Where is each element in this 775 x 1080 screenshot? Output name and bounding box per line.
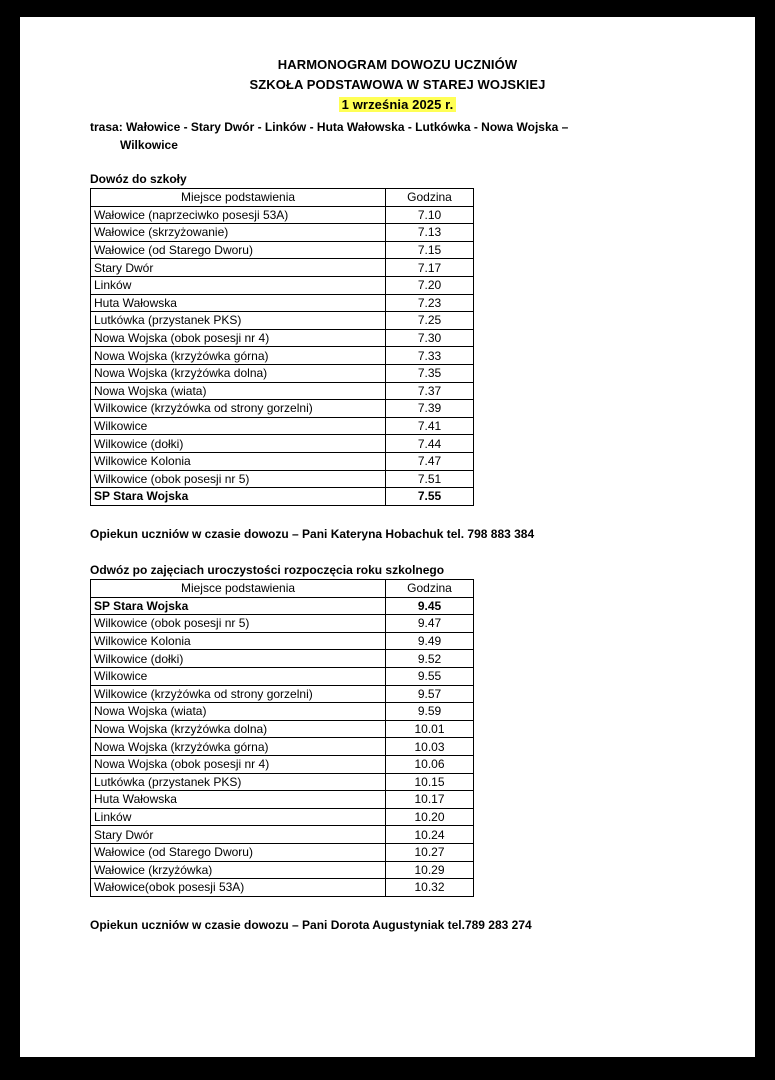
route-line-2: Wilkowice xyxy=(120,138,178,152)
stop-time: 7.33 xyxy=(386,347,474,365)
table-row xyxy=(91,826,474,844)
table-row xyxy=(91,294,474,312)
stop-place: Wilkowice (krzyżówka od strony gorzelni) xyxy=(91,685,386,703)
column-header-place: Miejsce podstawienia xyxy=(91,189,386,207)
stop-time: 10.32 xyxy=(386,879,474,897)
stop-place: Huta Wałowska xyxy=(91,294,386,312)
stop-time: 7.25 xyxy=(386,312,474,330)
stop-place: Wałowice(obok posesji 53A) xyxy=(91,879,386,897)
table-row xyxy=(91,417,474,435)
stop-time: 7.17 xyxy=(386,259,474,277)
column-header-place: Miejsce podstawienia xyxy=(91,580,386,598)
stop-time: 7.55 xyxy=(386,488,474,506)
table-row xyxy=(91,615,474,633)
stop-place: Nowa Wojska (krzyżówka dolna) xyxy=(91,364,386,382)
table-row xyxy=(91,488,474,506)
stop-time: 7.23 xyxy=(386,294,474,312)
stop-time: 7.10 xyxy=(386,206,474,224)
stop-time: 7.41 xyxy=(386,417,474,435)
stop-time: 7.39 xyxy=(386,400,474,418)
stop-place: Nowa Wojska (krzyżówka górna) xyxy=(91,347,386,365)
table-row xyxy=(91,276,474,294)
stop-time: 7.13 xyxy=(386,224,474,242)
stop-time: 9.55 xyxy=(386,667,474,685)
stop-place: Nowa Wojska (krzyżówka dolna) xyxy=(91,720,386,738)
outbound-guardian-info: Opiekun uczniów w czasie dowozu – Pani Dorota Augustyniak tel.789 283 274 xyxy=(90,918,532,932)
inbound-schedule-table xyxy=(90,188,474,506)
table-row xyxy=(91,382,474,400)
column-header-time: Godzina xyxy=(386,580,474,598)
table-row xyxy=(91,843,474,861)
inbound-guardian-info: Opiekun uczniów w czasie dowozu – Pani Kateryna Hobachuk tel. 798 883 384 xyxy=(90,527,535,541)
stop-place: SP Stara Wojska xyxy=(91,488,386,506)
route-line-1: trasa: Wałowice - Stary Dwór - Linków - Huta Wałowska - Lutkówka - Nowa Wojska – xyxy=(90,120,569,134)
stop-place: Huta Wałowska xyxy=(91,791,386,809)
table-row xyxy=(91,632,474,650)
stop-place: Wilkowice (obok posesji nr 5) xyxy=(91,615,386,633)
table-row xyxy=(91,879,474,897)
inbound-section-title: Dowóz do szkoły xyxy=(90,172,187,186)
stop-place: Linków xyxy=(91,276,386,294)
stop-place: Wilkowice Kolonia xyxy=(91,452,386,470)
stop-place: Wałowice (od Starego Dworu) xyxy=(91,843,386,861)
stop-time: 9.45 xyxy=(386,597,474,615)
table-row xyxy=(91,667,474,685)
table-row xyxy=(91,738,474,756)
table-row xyxy=(91,650,474,668)
stop-place: Wilkowice (obok posesji nr 5) xyxy=(91,470,386,488)
table-row xyxy=(91,720,474,738)
date-line xyxy=(20,97,775,112)
stop-time: 9.59 xyxy=(386,703,474,721)
stop-place: Nowa Wojska (wiata) xyxy=(91,703,386,721)
stop-place: Wilkowice xyxy=(91,417,386,435)
stop-time: 10.17 xyxy=(386,791,474,809)
stop-place: Wałowice (naprzeciwko posesji 53A) xyxy=(91,206,386,224)
stop-time: 10.01 xyxy=(386,720,474,738)
table-row xyxy=(91,435,474,453)
table-row xyxy=(91,224,474,242)
stop-time: 7.37 xyxy=(386,382,474,400)
doc-title: HARMONOGRAM DOWOZU UCZNIÓW xyxy=(277,57,518,72)
table-row xyxy=(91,791,474,809)
table-row xyxy=(91,755,474,773)
stop-place: Wilkowice (krzyżówka od strony gorzelni) xyxy=(91,400,386,418)
stop-time: 7.47 xyxy=(386,452,474,470)
stop-place: Wałowice (krzyżówka) xyxy=(91,861,386,879)
stop-time: 10.29 xyxy=(386,861,474,879)
table-row xyxy=(91,400,474,418)
stop-place: Wałowice (skrzyżowanie) xyxy=(91,224,386,242)
table-row xyxy=(91,685,474,703)
table-header-row xyxy=(91,189,474,207)
stop-time: 7.20 xyxy=(386,276,474,294)
stop-time: 9.52 xyxy=(386,650,474,668)
stop-place: Nowa Wojska (obok posesji nr 4) xyxy=(91,329,386,347)
table-row xyxy=(91,470,474,488)
stop-time: 7.35 xyxy=(386,364,474,382)
stop-time: 7.15 xyxy=(386,241,474,259)
table-row xyxy=(91,703,474,721)
stop-place: Lutkówka (przystanek PKS) xyxy=(91,312,386,330)
stop-time: 10.27 xyxy=(386,843,474,861)
table-row xyxy=(91,241,474,259)
column-header-time: Godzina xyxy=(386,189,474,207)
stop-place: Nowa Wojska (wiata) xyxy=(91,382,386,400)
school-name: SZKOŁA PODSTAWOWA W STAREJ WOJSKIEJ xyxy=(249,77,546,92)
table-row xyxy=(91,206,474,224)
document-page xyxy=(20,17,755,1057)
stop-time: 10.15 xyxy=(386,773,474,791)
stop-time: 9.49 xyxy=(386,632,474,650)
stop-place: Nowa Wojska (obok posesji nr 4) xyxy=(91,755,386,773)
outbound-schedule-table xyxy=(90,579,474,897)
stop-place: Stary Dwór xyxy=(91,259,386,277)
stop-time: 10.06 xyxy=(386,755,474,773)
stop-time: 9.47 xyxy=(386,615,474,633)
table-row xyxy=(91,808,474,826)
stop-time: 10.24 xyxy=(386,826,474,844)
stop-place: Wilkowice Kolonia xyxy=(91,632,386,650)
table-row xyxy=(91,452,474,470)
stop-place: Wilkowice (dołki) xyxy=(91,435,386,453)
stop-place: Lutkówka (przystanek PKS) xyxy=(91,773,386,791)
table-row xyxy=(91,259,474,277)
date-highlight: 1 września 2025 r. xyxy=(339,97,457,112)
table-header-row xyxy=(91,580,474,598)
stop-place: SP Stara Wojska xyxy=(91,597,386,615)
stop-time: 10.03 xyxy=(386,738,474,756)
stop-place: Wilkowice (dołki) xyxy=(91,650,386,668)
stop-time: 10.20 xyxy=(386,808,474,826)
stop-place: Linków xyxy=(91,808,386,826)
table-row xyxy=(91,364,474,382)
stop-time: 7.30 xyxy=(386,329,474,347)
outbound-section-title: Odwóz po zajęciach uroczystości rozpoczęcia roku szkolnego xyxy=(90,563,445,577)
route-description xyxy=(90,118,730,154)
table-row xyxy=(91,347,474,365)
stop-place: Nowa Wojska (krzyżówka górna) xyxy=(91,738,386,756)
table-row xyxy=(91,329,474,347)
table-row xyxy=(91,597,474,615)
stop-place: Wałowice (od Starego Dworu) xyxy=(91,241,386,259)
stop-place: Wilkowice xyxy=(91,667,386,685)
table-row xyxy=(91,861,474,879)
stop-time: 7.44 xyxy=(386,435,474,453)
table-row xyxy=(91,312,474,330)
stop-time: 9.57 xyxy=(386,685,474,703)
table-row xyxy=(91,773,474,791)
stop-time: 7.51 xyxy=(386,470,474,488)
stop-place: Stary Dwór xyxy=(91,826,386,844)
